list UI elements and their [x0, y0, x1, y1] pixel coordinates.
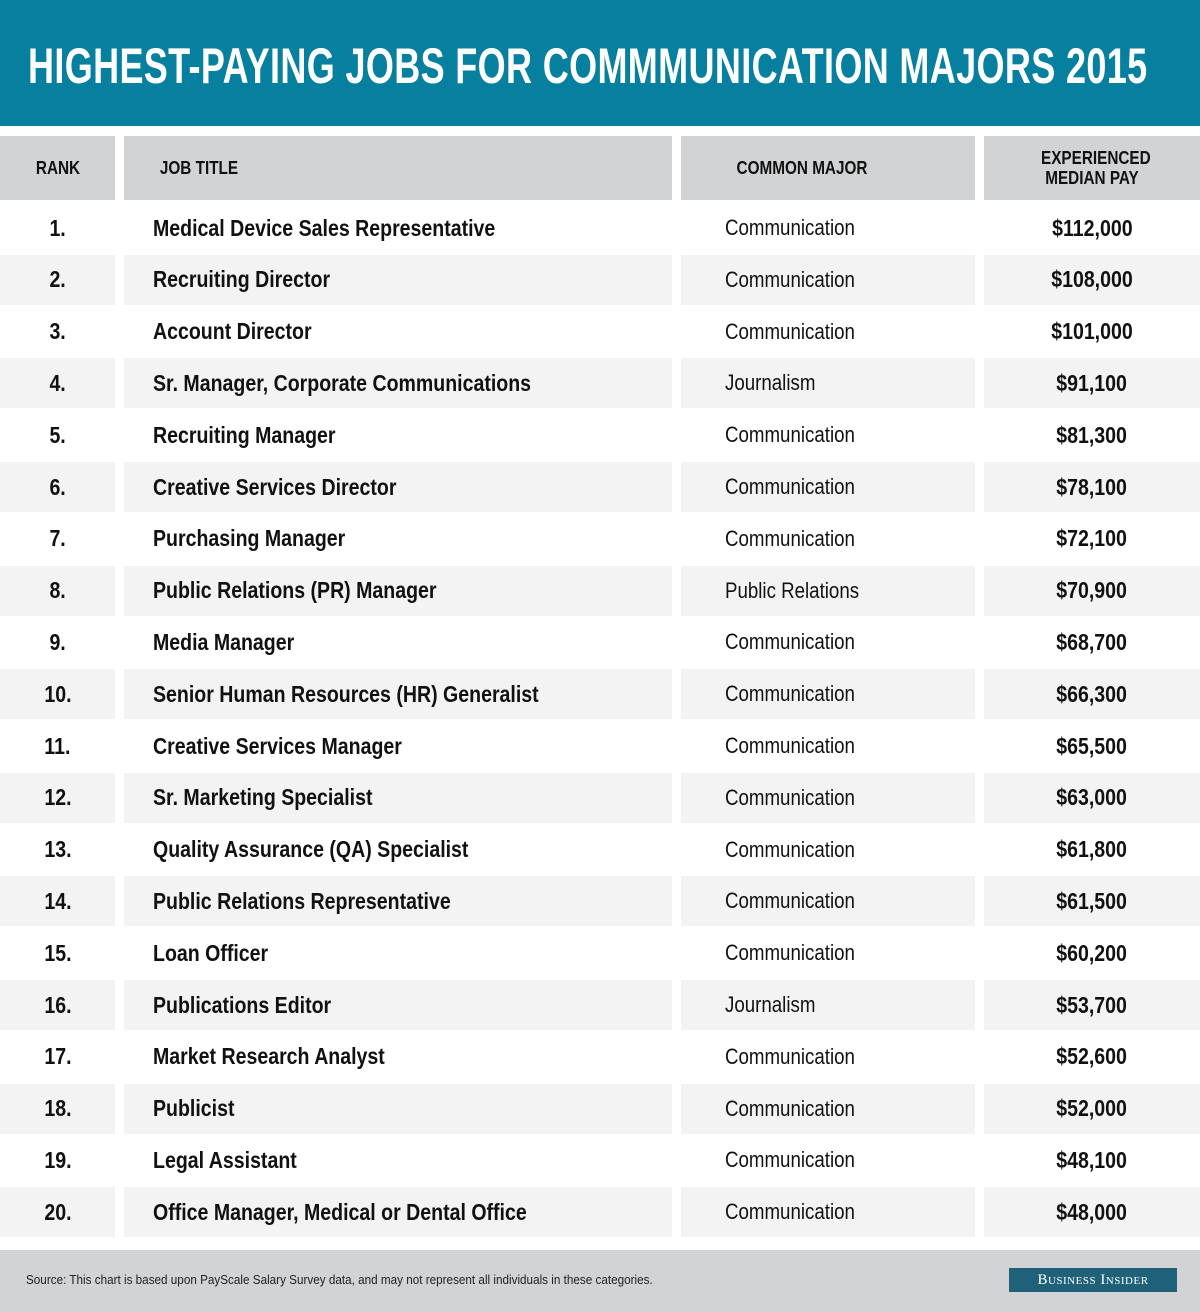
rank-cell: [0, 1187, 115, 1237]
pay-cell: [984, 358, 1200, 408]
job-title-cell-text: Recruiting Director: [153, 266, 331, 293]
major-cell: [681, 1084, 975, 1134]
rank-cell: [0, 617, 115, 667]
rank-cell-text: 15.: [43, 939, 72, 966]
major-cell-text: Communication: [725, 836, 855, 862]
rank-cell: [0, 566, 115, 616]
rank-cell-text: 18.: [43, 1095, 72, 1122]
pay-cell-text: $61,500: [1056, 887, 1128, 914]
job-title-cell: [124, 721, 672, 771]
rank-cell: [0, 721, 115, 771]
major-cell: [681, 1187, 975, 1237]
rank-cell: [0, 307, 115, 357]
pay-cell-text: $78,100: [1056, 473, 1128, 500]
pay-cell: [984, 307, 1200, 357]
rank-cell-text: 10.: [43, 680, 72, 707]
pay-cell: [984, 566, 1200, 616]
column-header-job-title: [124, 136, 672, 200]
job-title-cell-text: Purchasing Manager: [153, 525, 346, 552]
rank-cell-text: 3.: [49, 318, 66, 345]
job-title-cell-text: Loan Officer: [153, 939, 269, 966]
pay-cell-text: $66,300: [1056, 680, 1128, 707]
pay-cell: [984, 1135, 1200, 1185]
pay-cell: [984, 1187, 1200, 1237]
pay-cell: [984, 410, 1200, 460]
rank-cell: [0, 980, 115, 1030]
major-cell: [681, 980, 975, 1030]
job-title-cell: [124, 1135, 672, 1185]
pay-cell-text: $48,100: [1056, 1146, 1128, 1173]
pay-cell-text: $63,000: [1056, 784, 1128, 811]
rank-cell-text: 13.: [43, 836, 72, 863]
major-cell: [681, 203, 975, 253]
major-cell-text: Journalism: [725, 992, 816, 1017]
major-cell: [681, 255, 975, 305]
major-cell-text: Communication: [725, 1043, 855, 1069]
job-title-cell: [124, 307, 672, 357]
major-cell-text: Communication: [725, 215, 855, 240]
major-cell: [681, 358, 975, 408]
column-header-rank: [0, 136, 115, 200]
major-cell: [681, 307, 975, 357]
rank-cell: [0, 410, 115, 460]
pay-cell: [984, 203, 1200, 253]
major-cell-text: Communication: [725, 629, 855, 655]
job-title-cell-text: Media Manager: [153, 628, 295, 655]
job-title-cell: [124, 980, 672, 1030]
pay-cell: [984, 255, 1200, 305]
column-header-major: [681, 136, 975, 200]
job-title-cell: [124, 358, 672, 408]
title-banner: [0, 0, 1200, 126]
pay-cell: [984, 617, 1200, 667]
job-title-cell: [124, 566, 672, 616]
pay-cell-text: $81,300: [1056, 421, 1128, 448]
major-cell-text: Communication: [725, 940, 855, 966]
business-insider-logo: Business Insider: [1009, 1268, 1177, 1292]
rank-cell: [0, 358, 115, 408]
major-cell: [681, 721, 975, 771]
job-title-cell: [124, 462, 672, 512]
major-cell-text: Communication: [725, 266, 855, 292]
job-title-cell-text: Office Manager, Medical or Dental Office: [153, 1198, 527, 1225]
rank-cell-text: 5.: [49, 421, 66, 448]
major-cell-text: Journalism: [725, 370, 816, 396]
pay-cell-text: $101,000: [1051, 318, 1133, 345]
rank-cell-text: 20.: [43, 1198, 72, 1225]
pay-cell-text: $112,000: [1051, 214, 1133, 241]
job-title-cell-text: Public Relations Representative: [153, 887, 451, 914]
major-cell: [681, 876, 975, 926]
pay-cell: [984, 721, 1200, 771]
job-title-cell: [124, 825, 672, 875]
major-cell: [681, 669, 975, 719]
pay-cell-text: $60,200: [1056, 939, 1128, 966]
rank-cell-text: 9.: [49, 628, 66, 655]
pay-cell-text: $70,900: [1056, 577, 1128, 604]
pay-cell: [984, 1084, 1200, 1134]
rank-cell-text: 12.: [43, 784, 72, 811]
rank-cell: [0, 1032, 115, 1082]
job-title-cell-text: Sr. Manager, Corporate Communications: [153, 369, 532, 396]
job-title-cell: [124, 1032, 672, 1082]
major-cell-text: Communication: [725, 681, 855, 707]
pay-cell-text: $68,700: [1056, 628, 1128, 655]
job-title-cell: [124, 876, 672, 926]
rank-cell-text: 14.: [43, 887, 72, 914]
pay-cell: [984, 669, 1200, 719]
source-note: Source: This chart is based upon PayScale Salary Survey data, and may not represent all individuals in these categories.: [26, 1272, 653, 1287]
pay-cell: [984, 462, 1200, 512]
job-title-cell: [124, 255, 672, 305]
major-cell: [681, 566, 975, 616]
rank-cell: [0, 928, 115, 978]
pay-cell: [984, 876, 1200, 926]
pay-cell: [984, 1032, 1200, 1082]
column-header-major-label: COMMON MAJOR: [736, 157, 868, 178]
major-cell-text: Communication: [725, 422, 855, 448]
major-cell: [681, 617, 975, 667]
job-title-cell-text: Quality Assurance (QA) Specialist: [153, 836, 469, 863]
pay-cell-text: $61,800: [1056, 836, 1128, 863]
major-cell-text: Communication: [725, 474, 855, 499]
column-header-pay: [984, 136, 1200, 200]
rank-cell-text: 17.: [43, 1043, 72, 1070]
rank-cell-text: 1.: [49, 214, 66, 241]
job-title-cell-text: Publications Editor: [153, 991, 332, 1018]
pay-cell: [984, 773, 1200, 823]
rank-cell-text: 19.: [43, 1146, 72, 1173]
job-title-cell-text: Recruiting Manager: [153, 421, 336, 448]
pay-cell: [984, 980, 1200, 1030]
job-title-cell-text: Medical Device Sales Representative: [153, 214, 496, 241]
job-title-cell: [124, 514, 672, 564]
job-title-cell-text: Public Relations (PR) Manager: [153, 577, 437, 604]
rank-cell: [0, 773, 115, 823]
job-title-cell: [124, 617, 672, 667]
column-header-job-title-label: JOB TITLE: [159, 157, 239, 178]
major-cell: [681, 1135, 975, 1185]
pay-cell: [984, 514, 1200, 564]
page-title: HIGHEST-PAYING JOBS FOR COMMMUNICATION MAJORS 2015: [28, 38, 1148, 94]
major-cell-text: Communication: [725, 1199, 855, 1225]
job-title-cell-text: Creative Services Manager: [153, 732, 402, 759]
job-title-cell: [124, 203, 672, 253]
major-cell: [681, 514, 975, 564]
pay-cell: [984, 825, 1200, 875]
job-title-cell: [124, 1187, 672, 1237]
rank-cell-text: 2.: [49, 266, 66, 293]
rank-cell: [0, 255, 115, 305]
major-cell-text: Communication: [725, 525, 855, 551]
job-title-cell: [124, 773, 672, 823]
job-title-cell: [124, 669, 672, 719]
rank-cell-text: 16.: [43, 991, 72, 1018]
job-title-cell-text: Creative Services Director: [153, 473, 397, 500]
column-header-rank-label: RANK: [35, 157, 80, 178]
job-title-cell-text: Legal Assistant: [153, 1146, 297, 1173]
major-cell-text: Communication: [725, 733, 855, 758]
major-cell-text: Communication: [725, 1147, 855, 1173]
rank-cell: [0, 514, 115, 564]
pay-cell-text: $53,700: [1056, 991, 1128, 1018]
pay-cell-text: $52,600: [1056, 1043, 1128, 1070]
major-cell: [681, 773, 975, 823]
major-cell: [681, 462, 975, 512]
column-header-pay-label: EXPERIENCED MEDIAN PAY: [1041, 148, 1151, 188]
pay-cell: [984, 928, 1200, 978]
pay-cell-text: $65,500: [1056, 732, 1128, 759]
rank-cell: [0, 1135, 115, 1185]
major-cell-text: Public Relations: [725, 577, 860, 603]
pay-cell-text: $52,000: [1056, 1095, 1128, 1122]
major-cell-text: Communication: [725, 888, 855, 914]
job-title-cell-text: Publicist: [153, 1095, 235, 1122]
job-title-cell-text: Senior Human Resources (HR) Generalist: [153, 680, 539, 707]
pay-cell-text: $48,000: [1056, 1198, 1128, 1225]
major-cell: [681, 825, 975, 875]
footer: [0, 1250, 1200, 1312]
rank-cell-text: 6.: [49, 473, 66, 500]
rank-cell: [0, 825, 115, 875]
major-cell: [681, 410, 975, 460]
job-title-cell: [124, 410, 672, 460]
major-cell-text: Communication: [725, 1095, 855, 1121]
rank-cell-text: 11.: [44, 732, 71, 759]
major-cell: [681, 928, 975, 978]
job-title-cell: [124, 1084, 672, 1134]
rank-cell: [0, 876, 115, 926]
pay-cell-text: $72,100: [1056, 525, 1128, 552]
rank-cell: [0, 203, 115, 253]
rank-cell-text: 7.: [49, 525, 66, 552]
job-title-cell: [124, 928, 672, 978]
rank-cell: [0, 1084, 115, 1134]
rank-cell-text: 4.: [49, 369, 66, 396]
job-title-cell-text: Account Director: [153, 318, 312, 345]
pay-cell-text: $108,000: [1051, 266, 1133, 293]
job-title-cell-text: Sr. Marketing Specialist: [153, 784, 373, 811]
rank-cell: [0, 669, 115, 719]
pay-cell-text: $91,100: [1056, 369, 1128, 396]
job-title-cell-text: Market Research Analyst: [153, 1043, 385, 1070]
major-cell-text: Communication: [725, 784, 855, 810]
major-cell-text: Communication: [725, 318, 855, 344]
rank-cell-text: 8.: [49, 577, 66, 604]
rank-cell: [0, 462, 115, 512]
major-cell: [681, 1032, 975, 1082]
